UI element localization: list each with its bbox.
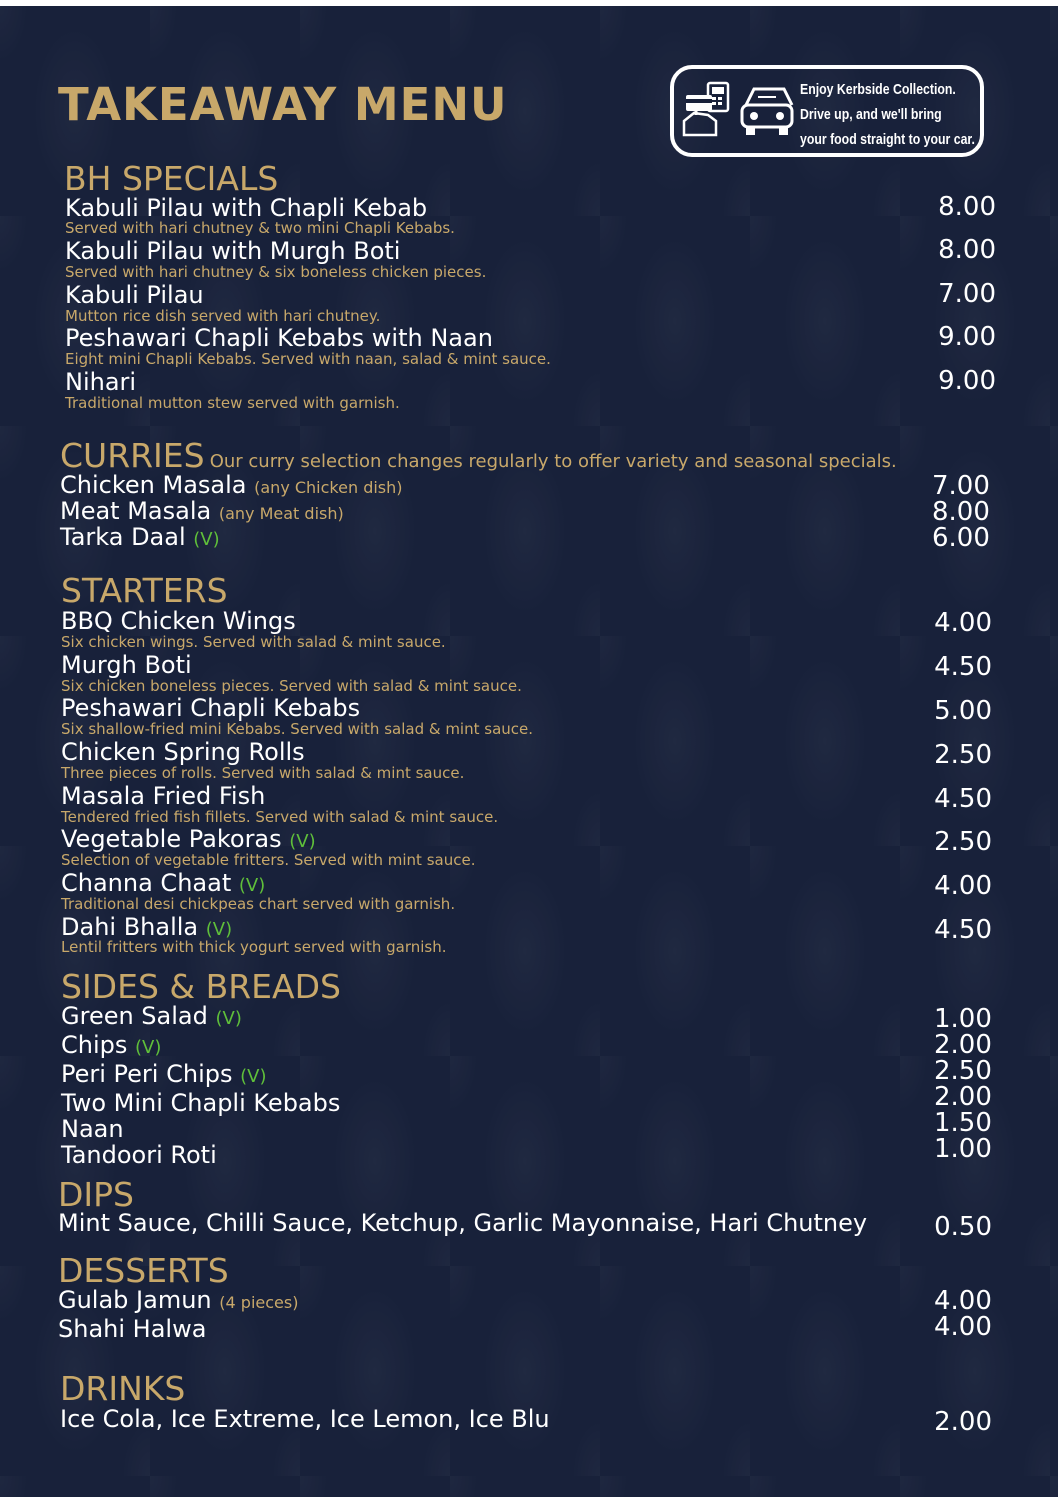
menu-item-name: Peri Peri Chips (61, 1060, 233, 1088)
menu-item-name: Peshawari Chapli Kebabs with Naan (65, 324, 493, 352)
dips-list: Mint Sauce, Chilli Sauce, Ketchup, Garlic Mayonnaise, Hari Chutney (58, 1209, 868, 1237)
menu-item-price: 4.50 (934, 784, 992, 814)
menu-item-price: 4.00 (934, 871, 992, 901)
menu-item-desc: Eight mini Chapli Kebabs. Served with naan, salad & mint sauce. (65, 350, 551, 368)
menu-item-price: 8.00 (932, 497, 990, 527)
desserts-price-column (934, 1288, 992, 1340)
drinks-list: Ice Cola, Ice Extreme, Ice Lemon, Ice Blu (60, 1405, 550, 1433)
menu-item-price: 1.00 (934, 1134, 992, 1164)
menu-item-name: Tarka Daal (60, 523, 186, 551)
menu-item-price: 4.50 (934, 915, 992, 945)
menu-item-desc: Lentil fritters with thick yogurt served with garnish. (61, 938, 447, 956)
menu-item-name: Kabuli Pilau with Murgh Boti (65, 237, 401, 265)
menu-item-price: 4.00 (934, 608, 992, 638)
curries-price-column (932, 473, 990, 551)
vegetarian-badge: (V) (193, 529, 220, 550)
menu-item-price: 1.00 (934, 1004, 992, 1034)
vegetarian-badge: (V) (205, 919, 233, 940)
menu-item-name: Masala Fried Fish (61, 782, 266, 810)
section-heading-desserts: DESSERTS (58, 1251, 229, 1290)
sides-list (61, 1003, 340, 1168)
menu-item-name: Shahi Halwa (58, 1315, 207, 1343)
menu-item-name: Two Mini Chapli Kebabs (61, 1089, 341, 1117)
menu-item-price: 8.00 (938, 235, 996, 265)
menu-item-price: 8.00 (938, 192, 996, 222)
menu-item-price: 2.50 (934, 740, 992, 770)
menu-item-row (61, 1061, 340, 1090)
vegetarian-badge: (V) (240, 1066, 267, 1087)
menu-item-name: Kabuli Pilau (65, 281, 204, 309)
card-payment-icon (682, 81, 738, 139)
menu-page (0, 6, 1058, 1497)
vegetarian-badge: (V) (238, 875, 266, 896)
menu-item-desc: Traditional desi chickpeas chart served with garnish. (61, 895, 456, 913)
menu-item-name: Meat Masala (60, 497, 212, 525)
section-heading-sides-breads: SIDES & BREADS (61, 967, 341, 1006)
menu-item-price: 9.00 (938, 322, 996, 352)
menu-item-desc: Mutton rice dish served with hari chutney. (65, 307, 381, 325)
menu-item-price: 2.00 (934, 1030, 992, 1060)
page-title: TAKEAWAY MENU (58, 78, 508, 131)
menu-item-desc: Selection of vegetable fritters. Served with mint sauce. (61, 851, 476, 869)
section-heading-drinks: DRINKS (60, 1369, 186, 1408)
menu-item-price: 6.00 (932, 523, 990, 553)
menu-item-name: Chips (61, 1031, 128, 1059)
menu-item-price: 7.00 (932, 471, 990, 501)
menu-item-name: Chicken Masala (60, 471, 247, 499)
menu-item-row (61, 1003, 340, 1032)
drinks-price: 2.00 (934, 1407, 992, 1437)
menu-item-name: Green Salad (61, 1002, 208, 1030)
vegetarian-badge: (V) (135, 1037, 162, 1058)
menu-item-price: 7.00 (938, 279, 996, 309)
menu-item-row (58, 1287, 298, 1316)
section-heading-dips: DIPS (58, 1175, 134, 1214)
menu-item-price: 1.50 (934, 1108, 992, 1138)
kerbside-badge (670, 65, 984, 157)
menu-item-note: (any Chicken dish) (254, 478, 403, 497)
menu-item-name: Chicken Spring Rolls (61, 738, 305, 766)
desserts-list (58, 1287, 298, 1342)
menu-item-name: Naan (61, 1115, 124, 1143)
menu-item-desc: Three pieces of rolls. Served with salad & mint sauce. (61, 764, 465, 782)
vegetarian-badge: (V) (289, 831, 316, 852)
kerbside-line-2: Drive up, and we'll bring (800, 106, 942, 123)
vegetarian-badge: (V) (215, 1008, 242, 1029)
kerbside-text (800, 77, 975, 152)
menu-item-name: BBQ Chicken Wings (61, 607, 296, 635)
kerbside-line-1: Enjoy Kerbside Collection. (800, 81, 956, 98)
menu-item-price: 2.50 (934, 827, 992, 857)
kerbside-line-3: your food straight to your car. (800, 131, 975, 148)
menu-item-name: Channa Chaat (61, 869, 232, 897)
menu-item-price: 2.00 (934, 1082, 992, 1112)
menu-item-desc: Served with hari chutney & two mini Chapli Kebabs. (65, 219, 455, 237)
menu-item-desc: Six shallow-fried mini Kebabs. Served with salad & mint sauce. (61, 720, 534, 738)
menu-item-name: Peshawari Chapli Kebabs (61, 694, 361, 722)
menu-item-desc: Tendered fried fish fillets. Served with salad & mint sauce. (61, 808, 499, 826)
menu-item-name: Murgh Boti (61, 651, 192, 679)
menu-item-name: Tandoori Roti (61, 1141, 217, 1169)
menu-item-price: 2.50 (934, 1056, 992, 1086)
menu-item-price: 9.00 (938, 366, 996, 396)
car-icon (740, 83, 794, 141)
menu-item-name: Dahi Bhalla (61, 913, 199, 941)
section-heading-bh-specials: BH SPECIALS (64, 159, 279, 198)
menu-item-desc: Traditional mutton stew served with garnish. (65, 394, 400, 412)
menu-item-name: Kabuli Pilau with Chapli Kebab (65, 194, 428, 222)
menu-item-note: (any Meat dish) (218, 504, 344, 523)
menu-item-row (61, 1032, 340, 1061)
menu-item-desc: Six chicken boneless pieces. Served with salad & mint sauce. (61, 677, 522, 695)
curries-heading-row (60, 437, 897, 475)
menu-item-row (60, 524, 220, 553)
menu-item-name: Vegetable Pakoras (61, 825, 282, 853)
menu-item-price: 4.00 (934, 1286, 992, 1316)
section-heading-curries: CURRIES (60, 436, 205, 475)
menu-item-price: 4.00 (934, 1312, 992, 1342)
sides-price-column (934, 1006, 992, 1162)
menu-item-name: Nihari (65, 368, 137, 396)
section-heading-starters: STARTERS (61, 571, 228, 610)
menu-item-desc: Served with hari chutney & six boneless chicken pieces. (65, 263, 487, 281)
menu-item-desc: Six chicken wings. Served with salad & mint sauce. (61, 633, 446, 651)
curries-note: Our curry selection changes regularly to offer variety and seasonal specials. (209, 451, 897, 472)
menu-item-note: (4 pieces) (219, 1293, 299, 1312)
menu-item-price: 4.50 (934, 652, 992, 682)
menu-item-name: Gulab Jamun (58, 1286, 212, 1314)
menu-item-price: 5.00 (934, 696, 992, 726)
dips-price: 0.50 (934, 1212, 992, 1242)
